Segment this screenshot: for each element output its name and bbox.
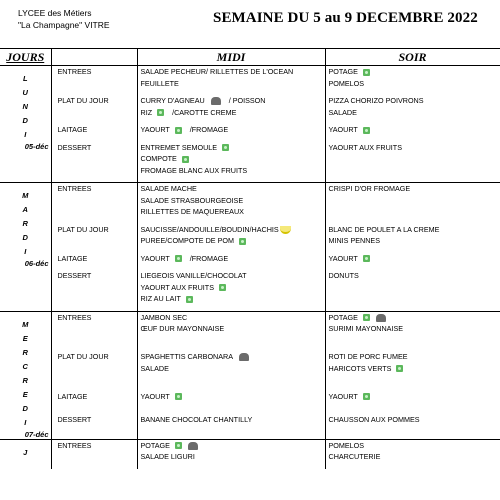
- dish-name: YAOURT AUX FRUITS: [328, 142, 402, 152]
- day-letter: N: [22, 102, 28, 111]
- week-title: SEMAINE DU 5 au 9 DECEMBRE 2022: [213, 10, 478, 26]
- day-date: 06-déc: [24, 259, 49, 268]
- day-letter: E: [22, 389, 28, 399]
- cell-spacer: [326, 463, 500, 469]
- dish-line: [138, 270, 325, 282]
- dish-line: [326, 312, 500, 324]
- dish-line: [326, 414, 500, 426]
- dish-line: [326, 363, 500, 375]
- dish-line: [326, 451, 500, 463]
- dish-alternative: /CAROTTE CREME: [172, 107, 237, 117]
- dish-name: SALADE: [328, 107, 357, 117]
- chef-hat-icon: [376, 314, 386, 322]
- dish-name: CURRY D'AGNEAU: [140, 96, 205, 105]
- cell-spacer: [138, 335, 325, 341]
- dish-line: [326, 224, 500, 236]
- soir-cell: [325, 414, 500, 439]
- organic-leaf-icon: [222, 144, 229, 151]
- menu-row: [0, 183, 500, 224]
- cell-spacer: [326, 335, 500, 341]
- day-letter: C: [22, 361, 28, 371]
- menu-row: [0, 142, 500, 183]
- dish-line: [138, 195, 325, 207]
- dish-name: BLANC DE POULET A LA CREME: [328, 224, 440, 234]
- dish-line: [138, 312, 325, 324]
- organic-leaf-icon: [186, 296, 193, 303]
- soir-cell: [325, 253, 500, 271]
- cell-spacer: [326, 195, 500, 201]
- dish-name: CHAUSSON AUX POMMES: [328, 415, 420, 425]
- organic-leaf-icon: [363, 255, 370, 262]
- cell-spacer: [138, 402, 325, 408]
- category-label: DESSERT: [57, 271, 92, 280]
- dish-name: JAMBON SEC: [140, 312, 188, 322]
- category-label: PLAT DU JOUR: [57, 96, 109, 105]
- dish-line: [326, 95, 500, 107]
- dish-name: COMPOTE: [140, 154, 177, 163]
- day-letter: R: [22, 347, 28, 357]
- dish-name: LIEGEOIS VANILLE/CHOCOLAT: [140, 271, 247, 280]
- dish-line: [138, 78, 325, 90]
- dish-line: [138, 183, 325, 195]
- soir-cell: [325, 124, 500, 142]
- dish-name: POMELOS: [328, 440, 365, 450]
- midi-cell: [137, 66, 325, 96]
- chef-hat-icon: [211, 97, 221, 105]
- table-header-row: [0, 49, 500, 66]
- category-label: ENTREES: [51, 311, 137, 351]
- dish-line: [326, 323, 500, 335]
- column-header-jours: JOURS: [0, 49, 51, 66]
- dish-line: [138, 293, 325, 305]
- dish-line: [326, 142, 500, 154]
- day-letter: U: [22, 88, 28, 97]
- dish-name: RILLETTES DE MAQUEREAUX: [140, 207, 244, 216]
- category-label: LAITAGE: [57, 391, 88, 401]
- category-label: LAITAGE: [57, 253, 88, 263]
- dish-name: SALADE PECHEUR/ RILLETTES DE L'OCEAN: [140, 67, 294, 76]
- cell-spacer: [326, 282, 500, 288]
- day-label-cell: [0, 183, 51, 312]
- dish-line: [326, 391, 500, 403]
- cell-spacer: [138, 463, 325, 469]
- dish-name: RIZ AU LAIT: [140, 294, 181, 303]
- midi-cell: [137, 414, 325, 439]
- dish-name: YAOURT: [328, 391, 358, 401]
- menu-row: [0, 414, 500, 439]
- day-letters: [0, 66, 51, 142]
- dish-line: [138, 142, 325, 154]
- dish-line: [326, 78, 500, 90]
- menu-table: [0, 48, 500, 469]
- dish-line: [138, 153, 325, 165]
- day-letter: I: [24, 247, 27, 256]
- organic-leaf-icon: [363, 314, 370, 321]
- dish-name: SALADE STRASBOURGEOISE: [140, 195, 244, 205]
- midi-cell: [137, 439, 325, 469]
- dish-name: YAOURT: [328, 125, 358, 134]
- menu-row: [0, 66, 500, 96]
- midi-cell: [137, 183, 325, 224]
- soir-cell: [325, 66, 500, 96]
- category-label: PLAT DU JOUR: [57, 352, 109, 362]
- dish-name: POMELOS: [328, 78, 365, 88]
- organic-leaf-icon: [363, 69, 370, 76]
- organic-leaf-icon: [182, 156, 189, 163]
- organic-leaf-icon: [363, 127, 370, 134]
- dish-name: CHARCUTERIE: [328, 452, 381, 461]
- organic-leaf-icon: [239, 238, 246, 245]
- day-letter: I: [24, 130, 27, 139]
- day-letters: [0, 440, 51, 460]
- dish-name: YAOURT: [328, 253, 358, 263]
- midi-cell: [137, 311, 325, 351]
- midi-cell: [137, 270, 325, 311]
- dish-line: [138, 351, 325, 363]
- day-letter: D: [22, 116, 28, 125]
- dish-line: [138, 206, 325, 218]
- cell-spacer: [138, 305, 325, 311]
- dish-line: [138, 253, 325, 265]
- soir-cell: [325, 351, 500, 390]
- day-letter: I: [24, 417, 27, 427]
- dish-alternative: / POISSON: [228, 96, 266, 105]
- cell-spacer: [326, 153, 500, 159]
- school-name: LYCEE des Métiers: [18, 8, 92, 18]
- dish-line: [138, 414, 325, 426]
- dish-line: [326, 270, 500, 282]
- dish-line: [326, 253, 500, 265]
- midi-cell: [137, 224, 325, 253]
- dish-line: [326, 351, 500, 363]
- day-letter: D: [22, 403, 28, 413]
- dish-line: [138, 440, 325, 452]
- organic-leaf-icon: [157, 109, 164, 116]
- menu-row: [0, 351, 500, 390]
- school-header: [18, 7, 110, 31]
- dish-line: [138, 224, 325, 236]
- category-label: DESSERT: [57, 142, 92, 152]
- dish-name: ENTREMET SEMOULE: [140, 142, 218, 152]
- soir-cell: [325, 391, 500, 415]
- dish-line: [326, 107, 500, 119]
- menu-row: [0, 391, 500, 415]
- soir-cell: [325, 439, 500, 469]
- menu-row: [0, 270, 500, 311]
- menu-row: [0, 95, 500, 124]
- dish-line: [138, 235, 325, 247]
- dish-name: SPAGHETTIS CARBONARA: [140, 352, 234, 362]
- day-letter: M: [22, 319, 29, 329]
- menu-row: [0, 124, 500, 142]
- category-label: LAITAGE: [57, 125, 88, 134]
- dish-line: [138, 391, 325, 403]
- dish-line: [138, 95, 325, 107]
- day-letters: [0, 312, 51, 430]
- category-label: ENTREES: [51, 66, 137, 96]
- organic-leaf-icon: [219, 284, 226, 291]
- day-letter: L: [22, 74, 28, 83]
- dish-alternative: /FROMAGE: [189, 253, 229, 263]
- menu-row: [0, 439, 500, 469]
- dish-name: YAOURT: [140, 391, 170, 401]
- dish-name: PUREE/COMPOTE DE POM: [140, 236, 234, 245]
- cell-spacer: [326, 402, 500, 408]
- midi-cell: [137, 95, 325, 124]
- dish-line: [326, 183, 500, 195]
- day-letter: R: [22, 219, 28, 228]
- midi-cell: [137, 142, 325, 183]
- category-label: PLAT DU JOUR: [57, 224, 109, 234]
- dish-line: [326, 66, 500, 78]
- cell-spacer: [138, 426, 325, 432]
- dish-name: POTAGE: [328, 312, 358, 322]
- cell-spacer: [138, 176, 325, 182]
- soir-cell: [325, 142, 500, 183]
- column-header-midi: MIDI: [137, 49, 325, 66]
- day-letter: E: [22, 333, 28, 343]
- day-date: 07-déc: [24, 429, 49, 439]
- day-letter: R: [22, 375, 28, 385]
- dish-line: [326, 235, 500, 247]
- dish-name: CRISPI D'OR FROMAGE: [328, 184, 411, 193]
- dish-name: FEUILLETE: [140, 78, 179, 88]
- dish-name: YAOURT: [140, 125, 170, 134]
- dish-name: SALADE MACHE: [140, 184, 197, 193]
- dish-name: SAUCISSE/ANDOUILLE/BOUDIN/HACHIS: [140, 224, 279, 234]
- midi-cell: [137, 351, 325, 390]
- organic-leaf-icon: [175, 127, 182, 134]
- column-header-category: [51, 49, 137, 66]
- dish-name: FROMAGE BLANC AUX FRUITS: [140, 165, 248, 175]
- dish-name: RIZ: [140, 107, 153, 117]
- day-label-cell: [0, 311, 51, 439]
- dish-line: [138, 107, 325, 119]
- dish-name: SALADE LIGURI: [140, 452, 195, 461]
- day-letters: [0, 183, 51, 259]
- soir-cell: [325, 183, 500, 224]
- dish-name: ROTI DE PORC FUMEE: [328, 352, 408, 362]
- dish-name: HARICOTS VERTS: [328, 363, 392, 373]
- organic-leaf-icon: [175, 393, 182, 400]
- day-letter: D: [22, 233, 28, 242]
- dish-line: [326, 124, 500, 136]
- dish-name: DONUTS: [328, 271, 359, 280]
- dish-line: [138, 124, 325, 136]
- soir-cell: [325, 270, 500, 311]
- midi-cell: [137, 124, 325, 142]
- day-letter: A: [22, 205, 28, 214]
- chef-hat-icon: [239, 353, 249, 361]
- dish-line: [138, 323, 325, 335]
- dish-line: [326, 440, 500, 452]
- dish-line: [138, 165, 325, 177]
- organic-leaf-icon: [396, 365, 403, 372]
- soir-cell: [325, 224, 500, 253]
- midi-cell: [137, 391, 325, 415]
- day-label-cell: [0, 439, 51, 469]
- dish-name: POTAGE: [328, 67, 358, 76]
- smiley-icon: [280, 226, 291, 234]
- dish-name: ŒUF DUR MAYONNAISE: [140, 324, 225, 333]
- dish-line: [138, 282, 325, 294]
- organic-leaf-icon: [175, 255, 182, 262]
- midi-cell: [137, 253, 325, 271]
- day-date: 05-déc: [24, 142, 49, 151]
- chef-hat-icon: [188, 442, 198, 450]
- cell-spacer: [326, 426, 500, 432]
- dish-line: [138, 451, 325, 463]
- category-label: ENTREES: [51, 439, 137, 469]
- menu-row: [0, 224, 500, 253]
- category-label: DESSERT: [57, 415, 92, 425]
- menu-row: [0, 311, 500, 351]
- organic-leaf-icon: [363, 393, 370, 400]
- organic-leaf-icon: [175, 442, 182, 449]
- dish-name: SURIMI MAYONNAISE: [328, 324, 404, 333]
- dish-name: POTAGE: [140, 440, 170, 450]
- menu-row: [0, 253, 500, 271]
- day-label-cell: [0, 66, 51, 183]
- dish-name: MINIS PENNES: [328, 236, 381, 245]
- dish-name: BANANE CHOCOLAT CHANTILLY: [140, 415, 253, 425]
- cell-spacer: [326, 374, 500, 380]
- dish-name: YAOURT: [140, 253, 170, 263]
- dish-name: SALADE: [140, 363, 169, 373]
- dish-alternative: /FROMAGE: [189, 125, 229, 134]
- dish-name: PIZZA CHORIZO POIVRONS: [328, 96, 424, 105]
- dish-name: YAOURT AUX FRUITS: [140, 282, 214, 292]
- soir-cell: [325, 95, 500, 124]
- column-header-soir: SOIR: [325, 49, 500, 66]
- school-site: "La Champagne" VITRE: [18, 20, 110, 30]
- day-letter: M: [22, 191, 29, 200]
- cell-spacer: [138, 374, 325, 380]
- dish-line: [138, 66, 325, 78]
- dish-line: [138, 363, 325, 375]
- soir-cell: [325, 311, 500, 351]
- menu-body: [0, 66, 500, 469]
- day-letter: J: [23, 447, 28, 457]
- category-label: ENTREES: [51, 183, 137, 224]
